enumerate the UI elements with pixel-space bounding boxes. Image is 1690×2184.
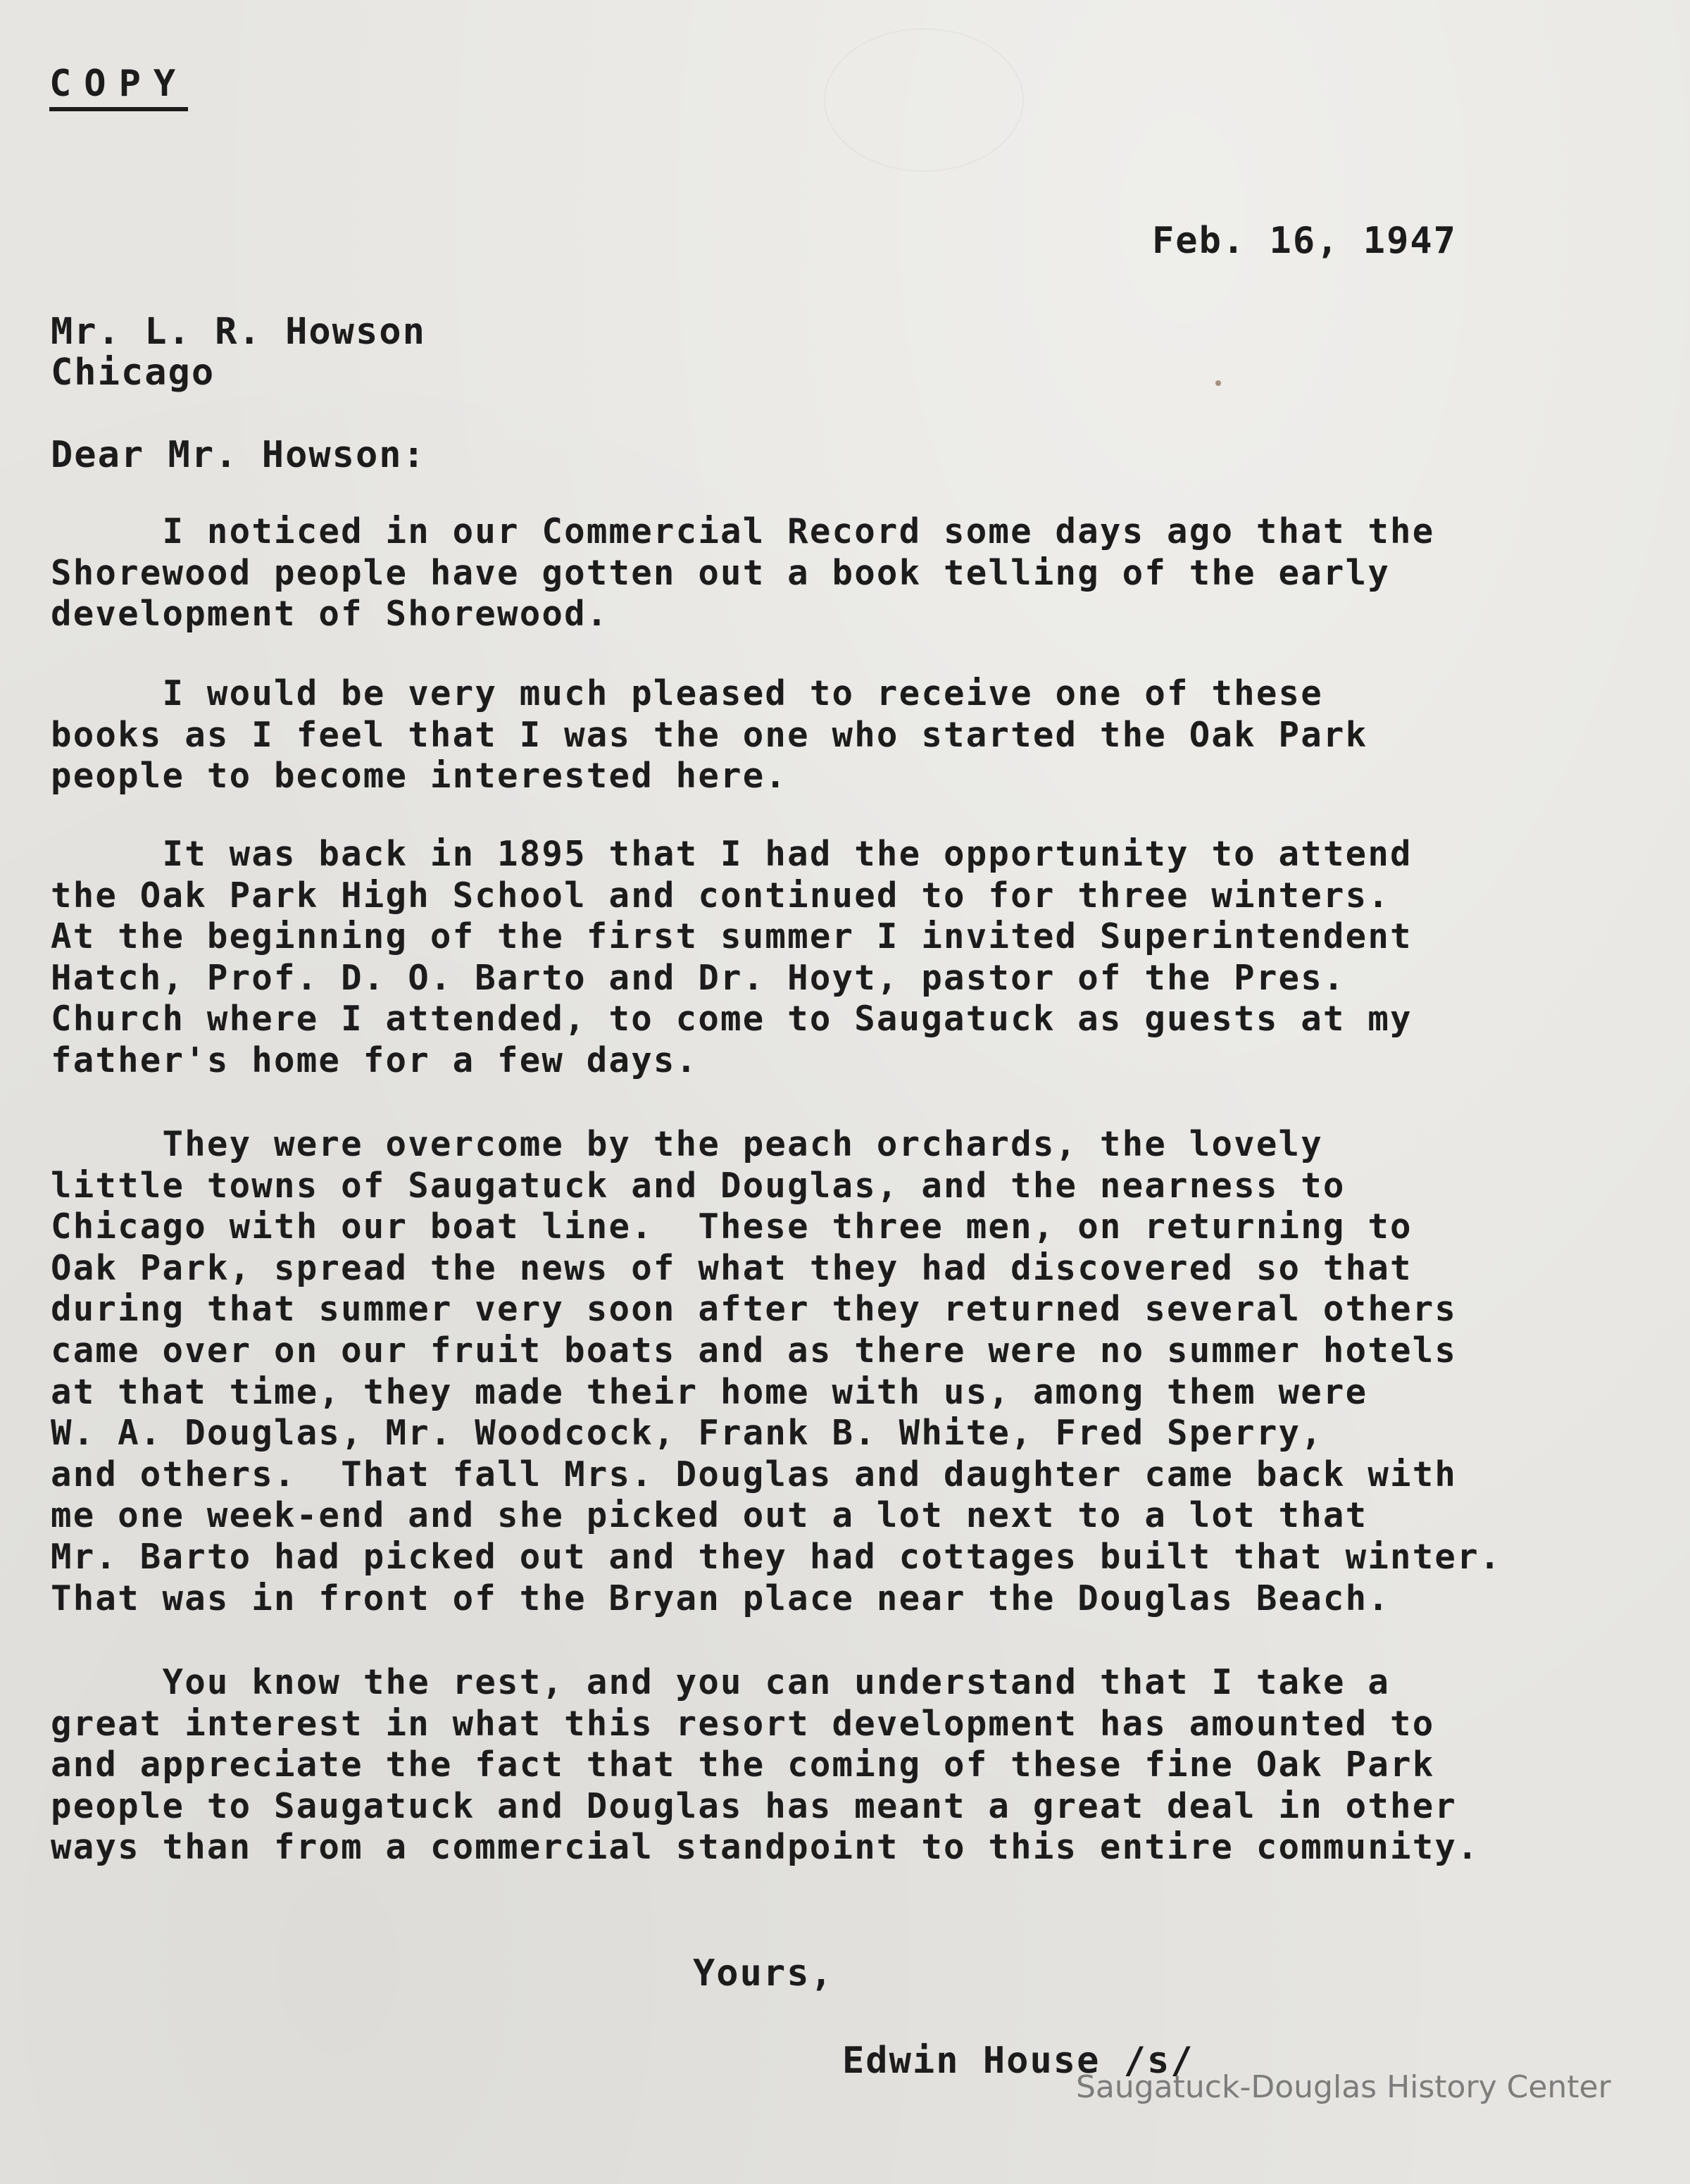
body-paragraph-5: You know the rest, and you can understand that I take a great interest in what this resort development has amounted to and appreciate the fact that the coming of these fine Oak Park people to Saugatuck and Douglas has meant a great deal in other ways than from a commercial standpoint to this entire community.	[51, 1662, 1479, 1868]
body-paragraph-1: I noticed in our Commercial Record some days ago that the Shorewood people have gotten out a book telling of the early development of Shorewood.	[51, 511, 1435, 635]
paper-speck	[1215, 380, 1221, 386]
paper-emboss-mark	[824, 28, 1024, 172]
salutation: Dear Mr. Howson:	[51, 434, 426, 476]
signature: Edwin House /s/	[842, 2040, 1194, 2082]
addressee-city: Chicago	[51, 351, 215, 394]
letter-date: Feb. 16, 1947	[1152, 220, 1457, 262]
body-paragraph-4: They were overcome by the peach orchards, the lovely little towns of Saugatuck and Douglas, and the nearness to Chicago with our boat line. These three men, on returning to Oak Park, spread the news of what they had discovered so that during that summer very soon after they returned several others came over on our fruit boats and as there were no summer hotels at that time, they made their home with us, among them were W. A. Douglas, Mr. Woodcock, Frank B. White, Fred Sperry, and others. That fall Mrs. Douglas and daughter came back with me one week-end and she picked out a lot next to a lot that Mr. Barto had picked out and they had cottages built that winter. That was in front of the Bryan place near the Douglas Beach.	[51, 1124, 1502, 1618]
closing: Yours,	[693, 1952, 834, 1995]
addressee-name: Mr. L. R. Howson	[51, 311, 426, 353]
copy-heading: COPY	[49, 62, 188, 111]
addressee-block	[51, 311, 426, 393]
body-paragraph-3: It was back in 1895 that I had the opportunity to attend the Oak Park High School and continued to for three winters. At the beginning of the first summer I invited Superintendent Hatch, Prof. D. O. Barto and Dr. Hoyt, pastor of the Pres. Church where I attended, to come to Saugatuck as guests at my father's home for a few days.	[51, 834, 1413, 1080]
watermark: Saugatuck-Douglas History Center	[1076, 2069, 1611, 2105]
body-paragraph-2: I would be very much pleased to receive one of these books as I feel that I was the one who started the Oak Park people to become interested here.	[51, 673, 1368, 797]
